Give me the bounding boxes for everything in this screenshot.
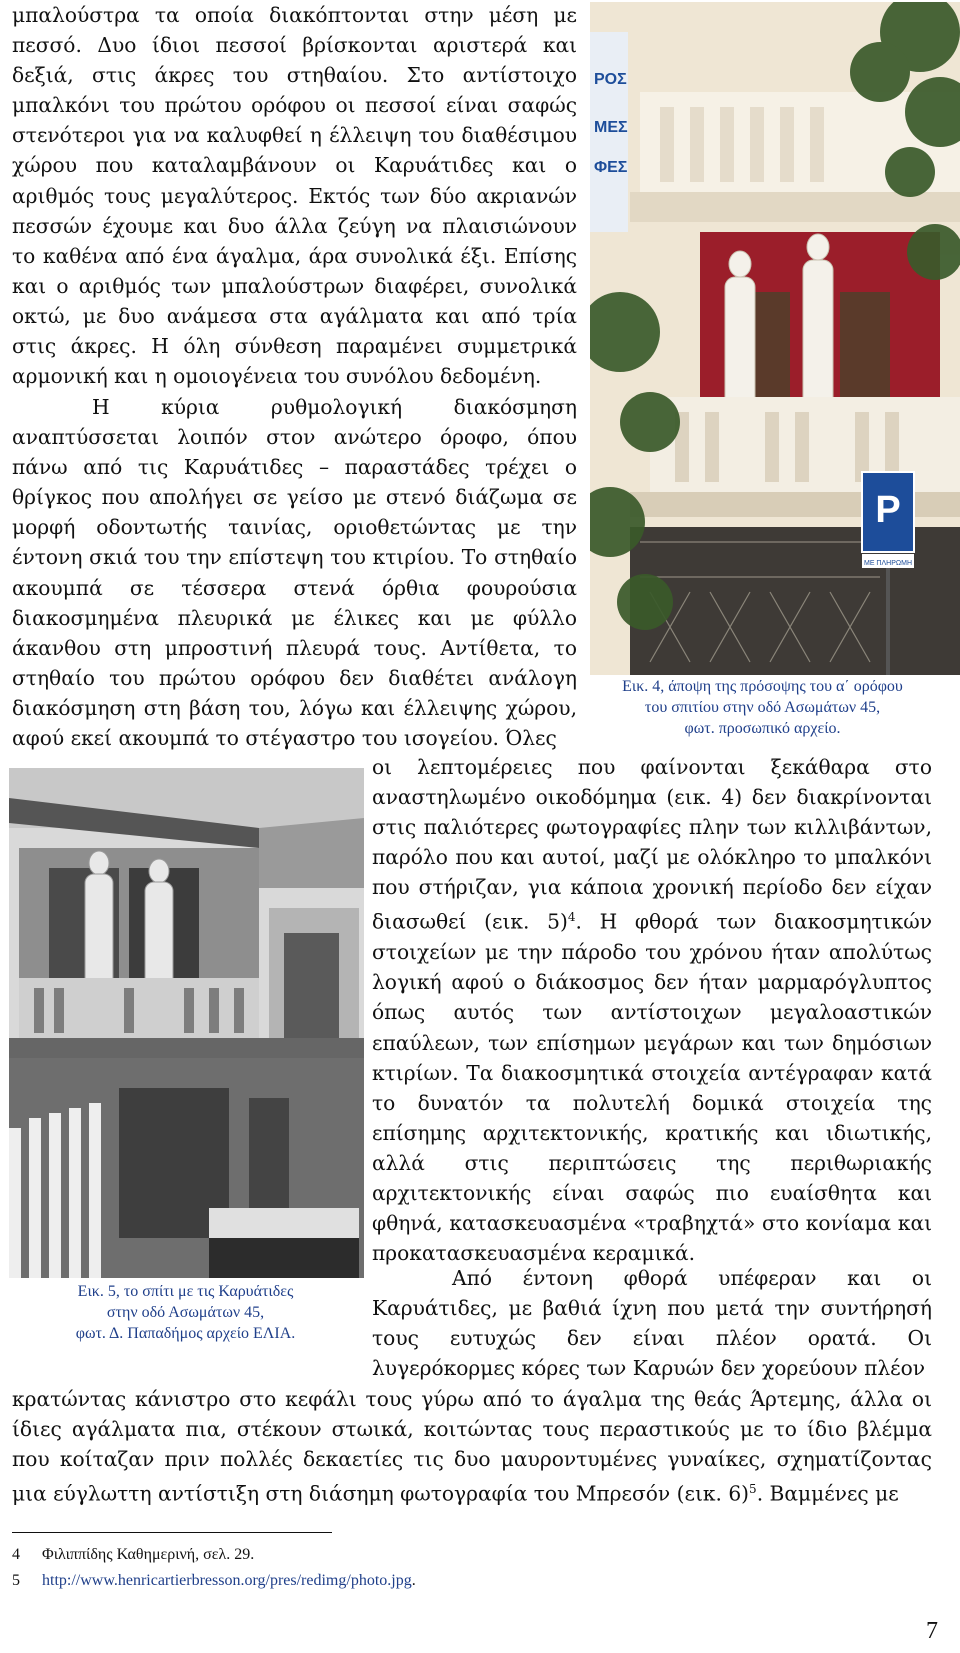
footnote-4 xyxy=(12,1544,254,1566)
page-number: 7 xyxy=(926,1618,938,1644)
figure-5-caption-line-3: φωτ. Δ. Παπαδήμος αρχείο ΕΛΙΑ. xyxy=(75,1325,296,1342)
footnote-4-number: 4 xyxy=(12,1546,20,1563)
facade-photo-illustration xyxy=(590,2,960,675)
figure-5-caption xyxy=(8,1281,363,1344)
paragraph-1: μπαλούστρα τα οποία διακόπτονται στην μέση με πεσσό. Δυο ίδιοι πεσσοί βρίσκονται αριστερά και δεξιά, στις άκρες του στηθαίου. Στο αντίστοιχο μπαλκόνι του πρώτου ορόφου οι πεσσοί είναι σαφώς στενότεροι για να καλυφθεί η έλλειψη του διαθέσιμου χώρου που καταλαμβάνουν οι Καρυάτιδες και ο αριθμός τους μεγαλύτερος. Εκτός των δύο ακριανών πεσσών έχουμε και δυο άλλα ζεύγη να πλαισιώνουν το καθένα από ένα άγαλμα, άρα συνολικά έξι. Επίσης και ο αριθμός των μπαλούστρων διαφέρει, συνολικά οκτώ, με δυο ανάμεσα στα αγάλματα και από τρία στις άκρες. Η όλη σύνθεση παραμένει συμμετρικά αρμονική και η ομοιογένεια του συνόλου δεδομένη. xyxy=(12,3,577,389)
footnote-5 xyxy=(12,1570,416,1592)
paragraph-2-continued xyxy=(372,752,932,1268)
bw-house-photo-illustration xyxy=(9,768,364,1278)
figure-4-caption-line-2: του σπιτίου στην οδό Ασωμάτων 45, xyxy=(644,699,881,716)
footnote-4-text: Φιλιππίδης Καθημερινή, σελ. 29. xyxy=(42,1546,255,1563)
figure-4-photo xyxy=(590,2,960,675)
figure-4-caption-line-3: φωτ. προσωπικό αρχείο. xyxy=(684,720,841,737)
parking-letter: P xyxy=(875,489,901,531)
paragraph-2: Η κύρια ρυθμολογική διακόσμηση αναπτύσσεται λοιπόν στον ανώτερο όροφο, όπου πάνω από τις Καρυάτιδες – παραστάδες τρέχει ο θρίγκος που απολήγει σε γείσο με στενό διάζωμα σε μορφή οδοντωτής ταινίας, οριοθετώντας με την έντονη σκιά του την επίστεψη του κτιρίου. Το στηθαίο ακουμπά σε τέσσερα στενά όρθια φουρούσια διακοσμημένα πλευρικά με έλικες και με φύλλο άκανθου στη μπροστινή πλευρά τους. Αντίθετα, το στηθαίο του πρώτου ορόφου δεν διαθέτει ανάλογη διακόσμηση στη βάση του, λόγω και έλλειψης χώρου, αφού εκεί ακουμπά το στέγαστρο του ισογείου. Όλες xyxy=(12,395,577,751)
figure-4-caption xyxy=(590,676,935,739)
figure-4-caption-line-1: Εικ. 4, άποψη της πρόσοψης του α΄ ορόφου xyxy=(622,678,903,695)
parking-sub-text: ΜΕ ΠΛΗΡΩΜΗ xyxy=(863,560,913,567)
shop-sign-text-3: ΦΕΣ xyxy=(594,159,628,176)
footnote-5-number: 5 xyxy=(12,1572,20,1589)
footnote-ref-5[interactable]: 5 xyxy=(749,1482,757,1497)
shop-sign-text-1: ΡΟΣ xyxy=(594,71,627,88)
shop-sign-text-2: ΜΕΣ xyxy=(594,119,628,136)
paragraph-3: Από έντονη φθορά υπέφεραν και οι Καρυάτιδες, με βαθιά ίχνη που μετά την συντήρησή τους ευτυχώς δεν είναι πλέον ορατά. Οι λυγερόκορμες κόρες των Καρυών δεν χορεύουν πλέον xyxy=(372,1266,932,1381)
paragraph-2-cont-a: οι λεπτομέρειες που φαίνονται ξεκάθαρα στο αναστηλωμένο οικοδόμημα (εικ. 4) δεν διακρίνονται στις παλιότερες φωτογραφίες πλην των κιλλιβάντων, παρόλο που και αυτοί, μαζί με ολόκληρο το μπαλκόνι που στήριζαν, για κάποια χρονική περίοδο δεν είχαν διασωθεί (εικ. 5) xyxy=(372,755,932,935)
footnote-ref-4[interactable]: 4 xyxy=(567,910,576,925)
figure-5-caption-line-1: Εικ. 5, το σπίτι με τις Καρυάτιδες xyxy=(77,1283,294,1300)
paragraph-3-cont-a: κρατώντας κάνιστρο στο κεφάλι τους γύρω από το άγαλμα της θεάς Άρτεμης, άλλα οι ίδιες αγάλματα πια, στέκουν στωικά, κοιτώντας τους περαστικούς με το ίδιο βλέμμα που κοίταζαν πριν πολλές δεκαετίες τις δυο μαυροντυμένες γυναίκες, σχηματίζοντας μια εύγλωττη αντίστιξη στη διάσημη φωτογραφία του Μπρεσόν (εικ. 6) xyxy=(12,1387,932,1507)
figure-5-photo xyxy=(9,768,364,1278)
footnote-5-suffix: . xyxy=(411,1572,416,1589)
footnote-separator xyxy=(12,1532,332,1533)
paragraph-2-cont-b: . Η φθορά των διακοσμητικών στοιχείων με την πάροδο του χρόνου ήταν απολύτως λογική αφού ο διάκοσμος δεν ήταν μαρμαρόγλυπτος όπως αυτός των αντίστοιχων μεγαλοαστικών επαύλεων, των επίσημων μεγάρων και των δημόσιων κτιρίων. Τα διακοσμητικά στοιχεία αντέγραφαν κατά το δυνατόν τα πολυτελή δομικά στοιχεία της επίσημης αρχιτεκτονικής, κρατικής και ιδιωτικής, αλλά στις περιπτώσεις της περιθωριακής αρχιτεκτονικής είναι σαφώς πιο ευαίσθητα και φθηνά, κατασκευασμένα «τραβηχτά» στο κονίαμα και προκατασκευασμένα κεραμικά. xyxy=(372,910,932,1266)
footnote-5-link[interactable]: http://www.henricartierbresson.org/pres/redimg/photo.jpg xyxy=(42,1572,412,1589)
figure-5-caption-line-2: στην οδό Ασωμάτων 45, xyxy=(106,1304,265,1321)
paragraph-3-continued xyxy=(12,1384,932,1509)
paragraph-3-cont-b: . Βαμμένες με xyxy=(756,1482,899,1507)
